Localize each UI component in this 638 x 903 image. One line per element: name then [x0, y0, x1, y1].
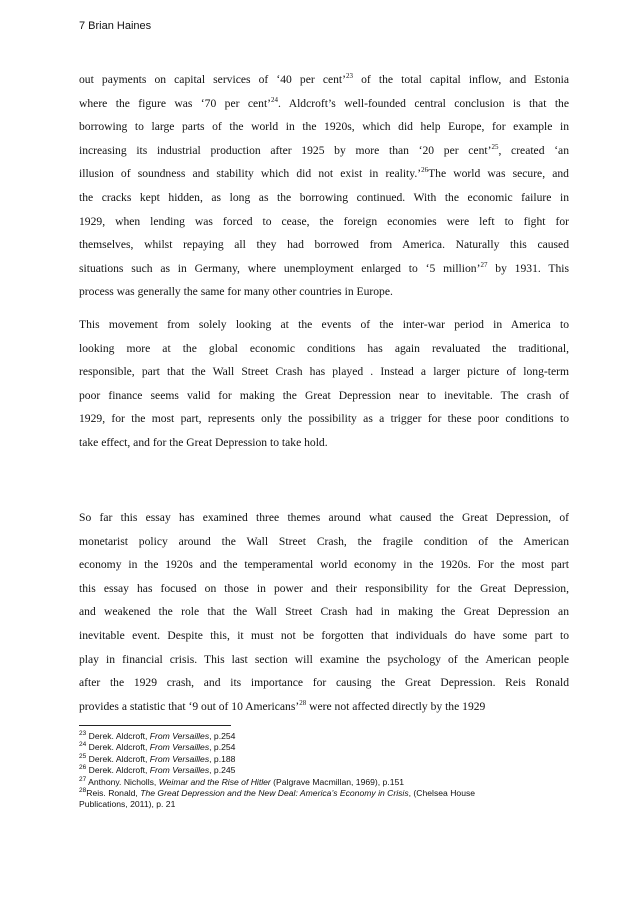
footnote-number: 25: [79, 752, 87, 760]
text-segment: process was generally the same for many other countries in Europe.: [79, 285, 393, 299]
footnote-text: Derek. Aldcroft,: [86, 765, 150, 776]
text-segment: economy in the 1920s and the temperamental world economy in the 1920s. For the most part: [79, 558, 569, 572]
text-line: [79, 648, 569, 672]
footnote-number: 28: [79, 787, 87, 795]
text-segment: This movement from solely looking at the events of the inter-war period in America to: [79, 318, 569, 331]
paragraph-3: [79, 506, 569, 718]
footnote-text: , p.245: [209, 765, 236, 776]
text-line: [79, 530, 569, 554]
text-line: [79, 360, 569, 384]
text-segment: and weakened the role that the Wall Street Crash had in making the Great Depression an: [79, 605, 569, 619]
text-segment: poor finance seems valid for making the Great Depression near to inevitable. The crash of: [79, 388, 569, 402]
footnote-text: Derek. Aldcroft,: [86, 753, 150, 764]
footnote-text: , p.188: [209, 753, 236, 764]
text-segment: . Aldcroft’s well-founded central conclusion is that the: [278, 96, 569, 110]
footnote-item: [79, 754, 579, 765]
text-segment: inevitable event. Despite this, it must not be forgotten that individuals do have some part to: [79, 628, 569, 642]
text-line: [79, 68, 569, 92]
footnote-text: , (Chelsea House: [408, 788, 476, 799]
footnote-text: Reis. Ronald,: [86, 788, 141, 799]
footnote-separator: [79, 725, 231, 726]
footnote-text: , p.254: [209, 731, 236, 741]
text-line: [79, 233, 569, 257]
text-line: [79, 506, 569, 530]
text-segment: after the 1929 crash, and its importance for causing the Great Depression. Reis Ronald: [79, 676, 569, 690]
footnote-number: 23: [79, 730, 87, 738]
footnote-title: From Versailles: [149, 742, 210, 753]
footnote-item: [79, 731, 579, 742]
text-segment: increasing its industrial production after 1925 by more than ‘20 per cent’: [79, 143, 492, 157]
text-segment: 1929, when lending was forced to cease, the foreign economies were left to fight for: [79, 214, 569, 228]
text-segment: play in financial crisis. This last section will examine the psychology of the American people: [79, 652, 569, 666]
footnote-title: From Versailles: [149, 753, 210, 764]
footnote-number: 26: [79, 764, 87, 772]
text-segment: by 1931. This: [487, 261, 569, 275]
text-line: [79, 695, 569, 719]
footnote-text: , p.254: [209, 742, 236, 753]
footnote-title: From Versailles: [149, 765, 210, 776]
footnote-text: Publications, 2011), p. 21: [79, 799, 176, 810]
footnotes: [79, 731, 579, 811]
text-segment: out payments on capital services of ‘40 per cent’: [79, 73, 347, 86]
footnote-item: [79, 799, 579, 810]
footnote-text: (Palgrave Macmillan, 1969), p.151: [270, 776, 405, 787]
text-line: [79, 162, 569, 186]
text-segment: themselves, whilst repaying all they had borrowed from America. Naturally this caused: [79, 238, 569, 252]
text-line: [79, 384, 569, 408]
text-line: [79, 280, 569, 304]
footnote-reference[interactable]: 25: [491, 142, 499, 151]
text-segment: So far this essay has examined three themes around what caused the Great Depression, of: [79, 511, 569, 524]
text-segment: were not affected directly by the 1929: [306, 699, 486, 713]
footnote-item: [79, 788, 579, 799]
text-line: [79, 624, 569, 648]
text-line: [79, 553, 569, 577]
text-segment: provides a statistic that ‘9 out of 10 Americans’: [79, 699, 300, 713]
text-line: [79, 337, 569, 361]
text-segment: of the total capital inflow, and Estonia: [353, 73, 570, 86]
footnote-item: [79, 742, 579, 753]
text-segment: 1929, for the most part, represents only the possibility as a trigger for these poor conditions to: [79, 412, 569, 426]
text-segment: , created ‘an: [498, 143, 569, 157]
footnote-text: Derek. Aldcroft,: [86, 742, 150, 753]
text-line: [79, 407, 569, 431]
text-line: [79, 139, 569, 163]
footnote-reference[interactable]: 23: [346, 72, 354, 81]
footnote-title: Weimar and the Rise of Hitler: [158, 776, 271, 787]
text-segment: take effect, and for the Great Depression to take hold.: [79, 435, 328, 449]
page-header: 7 Brian Haines: [79, 20, 152, 32]
text-line: [79, 600, 569, 624]
footnote-reference[interactable]: 28: [299, 698, 307, 707]
text-line: [79, 186, 569, 210]
text-segment: responsible, part that the Wall Street Crash has played . Instead a larger picture of long-term: [79, 365, 569, 379]
footnote-item: [79, 777, 579, 788]
text-segment: looking more at the global economic conditions has again revaluated the traditional,: [79, 341, 569, 355]
text-segment: illusion of soundness and stability which did not exist in reality.’: [79, 167, 422, 181]
text-segment: this essay has focused on those in power and their responsibility for the Great Depression,: [79, 581, 569, 595]
footnote-title: From Versailles: [149, 731, 210, 741]
text-line: [79, 431, 569, 455]
text-segment: borrowing to large parts of the world in the 1920s, which did help Europe, for example in: [79, 120, 569, 134]
footnote-text: Anthony. Nicholls,: [86, 776, 159, 787]
text-segment: situations such as in Germany, where unemployment enlarged to ‘5 million’: [79, 261, 481, 275]
text-line: [79, 92, 569, 116]
text-segment: The world was secure, and: [428, 167, 569, 181]
text-segment: where the figure was ‘70 per cent’: [79, 96, 272, 110]
text-line: [79, 577, 569, 601]
text-line: [79, 210, 569, 234]
text-line: [79, 313, 569, 337]
footnote-text: Derek. Aldcroft,: [86, 731, 150, 741]
paragraph-2: [79, 313, 569, 455]
text-line: [79, 671, 569, 695]
text-line: [79, 115, 569, 139]
text-segment: monetarist policy around the Wall Street Crash, the fragile condition of the American: [79, 534, 569, 548]
footnote-reference[interactable]: 27: [480, 260, 488, 269]
footnote-item: [79, 765, 579, 776]
text-segment: the cracks kept hidden, as long as the borrowing continued. With the economic failure in: [79, 190, 569, 204]
paragraph-1: [79, 68, 569, 304]
footnote-reference[interactable]: 24: [271, 95, 279, 104]
footnote-title: The Great Depression and the New Deal: America’s Economy in Crisis: [140, 788, 409, 799]
footnote-number: 27: [79, 775, 87, 783]
footnote-reference[interactable]: 26: [421, 166, 429, 175]
text-line: [79, 257, 569, 281]
footnote-number: 24: [79, 741, 87, 749]
